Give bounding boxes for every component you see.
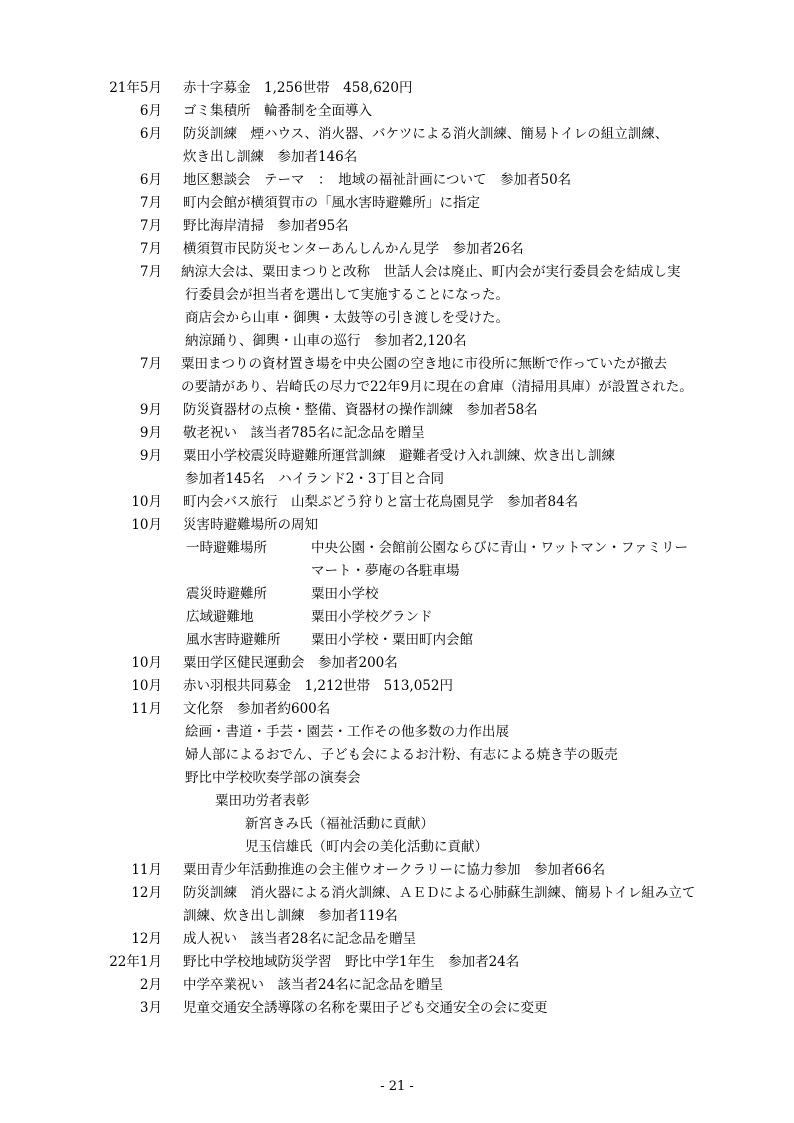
entry-text: 横須賀市民防災センターあんしんかん見学 参加者26名 [183, 241, 524, 257]
entry-date: 10月 [131, 494, 162, 510]
entry-text: の要請があり、岩崎氏の尽力で22年9月に現在の倉庫（清掃用具庫）が設置された。 [181, 379, 693, 395]
entry-date: 7月 [139, 264, 162, 280]
entry-text: 文化祭 参加者約600名 [183, 701, 331, 717]
entry-text: 行委員会が担当者を選出して実施することになった。 [185, 287, 509, 303]
shelter-label: 震災時避難所 [186, 586, 267, 602]
entry-text: 防災資器材の点検・整備、資器材の操作訓練 参加者58名 [183, 402, 538, 418]
entry-date: 3月 [139, 1000, 162, 1016]
entry-date: 9月 [139, 402, 162, 418]
entry-date: 11月 [131, 701, 162, 717]
entry-date: 7月 [139, 195, 162, 211]
entry-text: 粟田小学校震災時避難所運営訓練 避難者受け入れ訓練、炊き出し訓練 [183, 448, 615, 464]
shelter-value: 粟田小学校 [311, 586, 379, 602]
entry-date: 6月 [139, 126, 162, 142]
entry-text: 訓練、炊き出し訓練 参加者119名 [183, 908, 398, 924]
entry-text: 納涼大会は、粟田まつりと改称 世話人会は廃止、町内会が実行委員会を結成し実 [181, 264, 681, 280]
entry-text: 成人祝い 該当者28名に記念品を贈呈 [183, 931, 417, 947]
entry-date: 10月 [131, 655, 162, 671]
entry-text: 粟田青少年活動推進の会主催ウオークラリーに協力参加 参加者66名 [183, 862, 606, 878]
entry-text: 児玉信雄氏（町内会の美化活動に貢献） [245, 839, 488, 855]
entry-text: 町内会バス旅行 山梨ぶどう狩りと富士花鳥園見学 参加者84名 [183, 494, 579, 510]
entry-date: 11月 [131, 862, 162, 878]
entry-text: 赤い羽根共同募金 1,212世帯 513,052円 [183, 678, 453, 694]
entry-text: 粟田功労者表彰 [215, 793, 310, 809]
entry-text: 粟田学区健民運動会 参加者200名 [183, 655, 398, 671]
shelter-label: 一時避難場所 [186, 540, 267, 556]
entry-text: 赤十字募金 1,256世帯 458,620円 [183, 80, 413, 96]
entry-text: 町内会館が横須賀市の「風水害時避難所」に指定 [183, 195, 480, 211]
entry-date: 10月 [131, 678, 162, 694]
entry-text: 防災訓練 消火器による消火訓練、ＡＥＤによる心肺蘇生訓練、簡易トイレ組み立て [183, 885, 696, 901]
shelter-value: マート・夢庵の各駐車場 [311, 563, 460, 579]
entry-text: 商店会から山車・御輿・太鼓等の引き渡しを受けた。 [185, 310, 509, 326]
entry-date: 7月 [139, 356, 162, 372]
entry-text: 納涼踊り、御輿・山車の巡行 参加者2,120名 [185, 333, 467, 349]
entry-text: 野比中学校地域防災学習 野比中学1年生 参加者24名 [183, 954, 520, 970]
entry-text: ゴミ集積所 輪番制を全面導入 [183, 103, 372, 119]
entry-text: 粟田まつりの資材置き場を中央公園の空き地に市役所に無断で作っていたが撤去 [181, 356, 667, 372]
shelter-label: 広域避難地 [186, 609, 254, 625]
entry-text: 敬老祝い 該当者785名に記念品を贈呈 [183, 425, 425, 441]
shelter-label: 風水害時避難所 [186, 632, 281, 648]
entry-text: 中学卒業祝い 該当者24名に記念品を贈呈 [183, 977, 444, 993]
entry-date: 6月 [139, 172, 162, 188]
entry-text: 婦人部によるおでん、子ども会によるお汁粉、有志による焼き芋の販売 [185, 747, 618, 763]
entry-text: 絵画・書道・手芸・園芸・工作その他多数の力作出展 [185, 724, 509, 740]
entry-date: 9月 [139, 425, 162, 441]
entry-date: 12月 [131, 885, 162, 901]
entry-date: 22年1月 [109, 954, 162, 970]
shelter-value: 粟田小学校グランド [311, 609, 433, 625]
shelter-value: 粟田小学校・粟田町内会館 [311, 632, 473, 648]
entry-text: 炊き出し訓練 参加者146名 [183, 149, 358, 165]
entry-date: 7月 [139, 241, 162, 257]
shelter-value: 中央公園・会館前公園ならびに青山・ワットマン・ファミリー [311, 540, 689, 556]
entry-text: 参加者145名 ハイランド2・3丁目と合同 [185, 471, 444, 487]
entry-date: 2月 [139, 977, 162, 993]
entry-text: 児童交通安全誘導隊の名称を粟田子ども交通安全の会に変更 [183, 1000, 548, 1016]
entry-date: 7月 [139, 218, 162, 234]
entry-text: 災害時避難場所の周知 [183, 517, 318, 533]
entry-date: 10月 [131, 517, 162, 533]
entry-text: 防災訓練 煙ハウス、消火器、バケツによる消火訓練、簡易トイレの組立訓練、 [183, 126, 669, 142]
entry-text: 地区懇談会 テーマ ： 地域の福祉計画について 参加者50名 [183, 172, 572, 188]
entry-date: 12月 [131, 931, 162, 947]
entry-text: 野比中学校吹奏学部の演奏会 [185, 770, 361, 786]
page-number: - 21 - [380, 1079, 414, 1094]
entry-text: 新宮きみ氏（福祉活動に貢献） [245, 816, 434, 832]
entry-date: 6月 [139, 103, 162, 119]
entry-date: 21年5月 [109, 80, 162, 96]
entry-date: 9月 [139, 448, 162, 464]
entry-text: 野比海岸清掃 参加者95名 [183, 218, 349, 234]
